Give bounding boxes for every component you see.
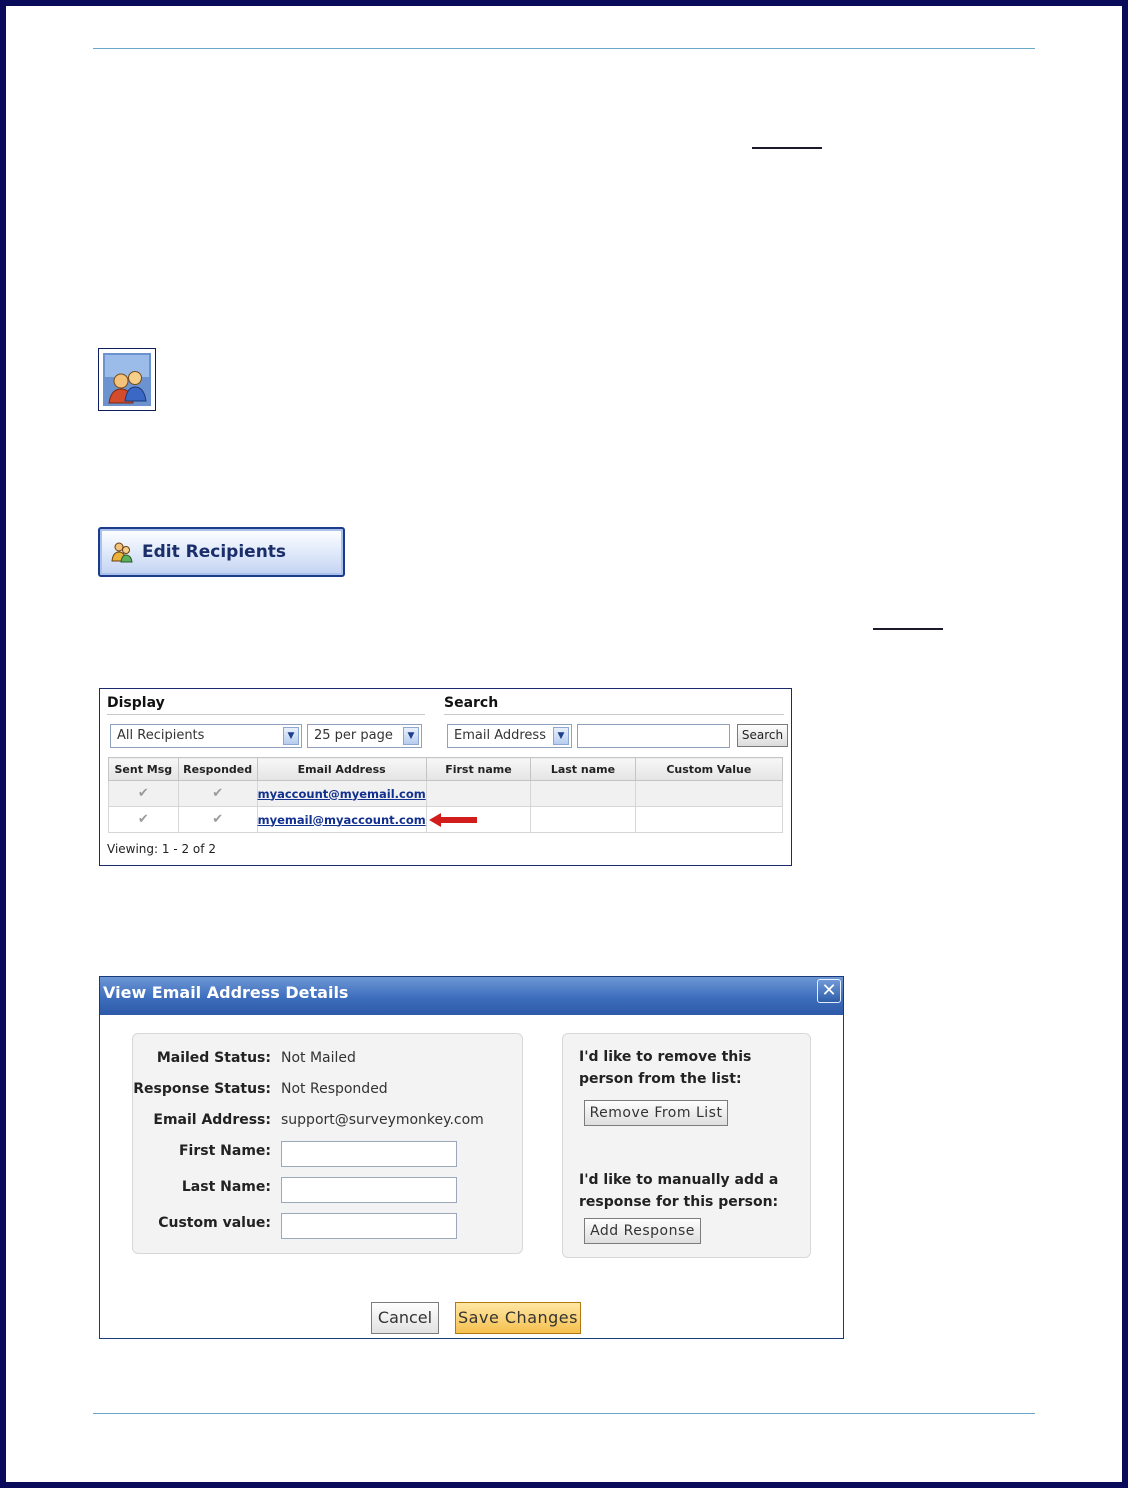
sent-msg-cell <box>109 807 179 833</box>
chevron-down-icon[interactable]: ▼ <box>403 727 419 745</box>
column-header[interactable]: Custom Value <box>635 758 782 781</box>
responded-cell <box>178 781 257 807</box>
display-rule <box>107 714 425 715</box>
email-link[interactable]: myaccount@myemail.com <box>257 786 426 801</box>
email-cell <box>257 781 426 807</box>
response-status-value: Not Responded <box>281 1081 388 1097</box>
recipient-filter-value: All Recipients <box>117 728 205 743</box>
viewing-count: Viewing: 1 - 2 of 2 <box>107 842 216 856</box>
per-page-value: 25 per page <box>314 728 393 743</box>
table-row <box>109 781 783 807</box>
checkmark-icon: ✔ <box>212 812 224 827</box>
chevron-down-icon[interactable]: ▼ <box>553 727 569 745</box>
table-row <box>109 807 783 833</box>
checkmark-icon: ✔ <box>137 812 149 827</box>
remove-instructions: I'd like to remove this person from the list: <box>579 1049 752 1087</box>
details-box <box>132 1033 523 1254</box>
red-arrow-icon <box>429 813 479 827</box>
email-cell <box>257 807 426 833</box>
custom-value-cell <box>635 781 782 807</box>
column-header[interactable]: Sent Msg <box>109 758 179 781</box>
last-name-cell <box>531 781 635 807</box>
cancel-button[interactable]: Cancel <box>371 1302 439 1334</box>
remove-from-list-button[interactable]: Remove From List <box>584 1100 728 1126</box>
link-underline[interactable] <box>873 628 943 630</box>
column-header[interactable]: Last name <box>531 758 635 781</box>
custom-value-label: Custom value: <box>158 1215 271 1231</box>
email-address-label: Email Address: <box>153 1112 271 1128</box>
edit-recipients-label: Edit Recipients <box>142 542 287 562</box>
sent-msg-cell <box>109 781 179 807</box>
first-name-field[interactable] <box>281 1141 457 1167</box>
recipient-filter-select[interactable] <box>110 724 302 748</box>
footer-rule <box>93 1413 1035 1414</box>
save-changes-button[interactable]: Save Changes <box>455 1302 581 1334</box>
chevron-down-icon[interactable]: ▼ <box>283 727 299 745</box>
first-name-cell <box>426 807 530 833</box>
last-name-label: Last Name: <box>181 1179 271 1195</box>
custom-value-cell <box>635 807 782 833</box>
column-header[interactable]: First name <box>426 758 530 781</box>
mailed-status-value: Not Mailed <box>281 1050 356 1066</box>
response-status-label: Response Status: <box>133 1081 271 1097</box>
close-icon[interactable]: ✕ <box>817 979 841 1003</box>
recipients-panel <box>99 688 792 866</box>
link-underline[interactable] <box>752 147 822 149</box>
column-header[interactable]: Email Address <box>257 758 426 781</box>
search-title: Search <box>444 695 499 711</box>
search-field-select[interactable] <box>447 724 572 748</box>
last-name-field[interactable] <box>281 1177 457 1203</box>
people-icon[interactable] <box>98 348 156 411</box>
add-response-button[interactable]: Add Response <box>584 1218 701 1244</box>
recipients-table <box>108 757 783 833</box>
actions-box <box>562 1033 811 1258</box>
checkmark-icon: ✔ <box>212 786 224 801</box>
email-details-dialog <box>99 976 844 1339</box>
mailed-status-label: Mailed Status: <box>156 1050 271 1066</box>
email-address-value: support@surveymonkey.com <box>281 1112 484 1128</box>
last-name-cell <box>531 807 635 833</box>
search-rule <box>444 714 784 715</box>
search-field-value: Email Address <box>454 728 546 743</box>
people-icon <box>110 540 134 564</box>
add-response-instructions: I'd like to manually add a response for this person: <box>579 1172 779 1210</box>
table-header-row <box>109 758 783 781</box>
column-header[interactable]: Responded <box>178 758 257 781</box>
display-title: Display <box>107 695 165 711</box>
responded-cell <box>178 807 257 833</box>
per-page-select[interactable] <box>307 724 422 748</box>
header-rule <box>93 48 1035 49</box>
first-name-label: First Name: <box>178 1143 271 1159</box>
checkmark-icon: ✔ <box>137 786 149 801</box>
first-name-cell <box>426 781 530 807</box>
email-link[interactable]: myemail@myaccount.com <box>257 812 426 827</box>
search-input[interactable] <box>577 724 730 748</box>
dialog-title: View Email Address Details <box>100 977 843 1015</box>
search-button[interactable]: Search <box>737 724 788 747</box>
edit-recipients-button[interactable] <box>98 527 345 577</box>
custom-value-field[interactable] <box>281 1213 457 1239</box>
